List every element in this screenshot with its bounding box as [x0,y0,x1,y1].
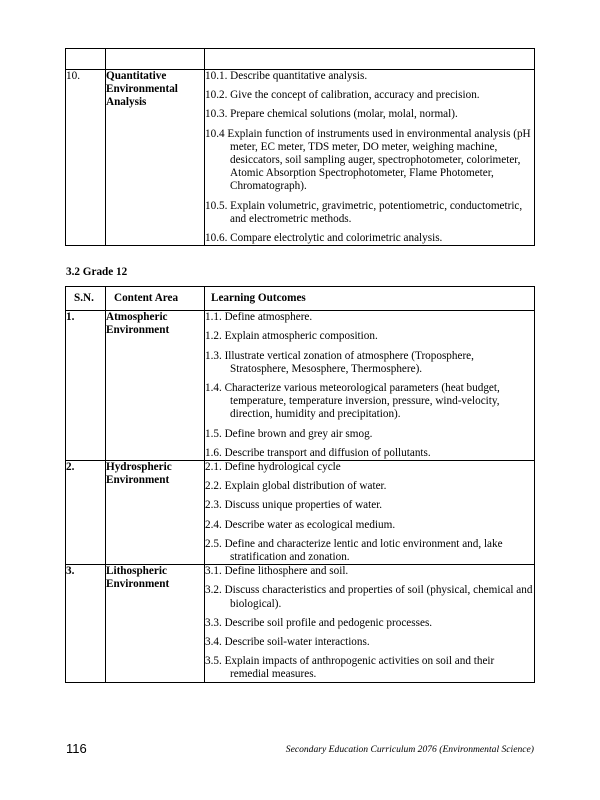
outcome-item: 2.1. Define hydrological cycle [205,461,341,474]
outcome-item: 1.3. Illustrate vertical zonation of atmosphere (Troposphere, Stratosphere, Mesosphere, Thermosphere). [205,349,474,375]
outcome-item: 1.6. Describe transport and diffusion of pollutants. [205,446,431,459]
header-sn: S.N. [66,287,106,311]
outcome-item: 2.2. Explain global distribution of water. [205,480,387,493]
outcome-item: 3.3. Describe soil profile and pedogenic processes. [205,616,433,629]
curriculum-table-continued [65,48,535,246]
outcome-item: 1.4. Characterize various meteorological parameters (heat budget, temperature, temperature inversion, pressure, wind-velocity, direction, humidity and precipitation). [205,382,500,421]
outcome-item: 2.3. Discuss unique properties of water. [205,499,383,512]
table-row [66,565,535,682]
outcome-item: 2.5. Define and characterize lentic and lotic environment and, lake stratification and zonation. [205,537,503,564]
outcome-item: 10.6. Compare electrolytic and colorimetric analysis. [205,232,443,245]
content-area-cell: Hydrospheric Environment [106,461,205,565]
outcome-item: 10.5. Explain volumetric, gravimetric, potentiometric, conductometric, and electrometric methods. [205,199,523,225]
empty-cell [106,49,205,70]
learning-outcomes-cell [205,70,535,246]
serial-number-cell: 3. [66,565,106,682]
outcome-item: 3.5. Explain impacts of anthropogenic activities on soil and their remedial measures. [205,655,495,681]
empty-cell [205,49,535,70]
table-row [66,311,535,461]
table-row [66,461,535,565]
outcome-item: 10.4 Explain function of instruments used in environmental analysis (pH meter, EC meter, TDS meter, DO meter, weighing machine, desiccators, soil sampling auger, spectrophotometer, colorimeter, Atomic Absorption Spectrophotometer, Flame Photometer, Chromatograph). [205,127,531,193]
outcome-item: 10.2. Give the concept of calibration, accuracy and precision. [205,89,480,102]
outcome-item: 1.2. Explain atmospheric composition. [205,330,378,343]
grade12-curriculum-table [65,286,535,683]
table-row [66,70,535,246]
learning-outcomes-cell [205,461,535,565]
outcome-item: 1.1. Define atmosphere. [205,311,313,324]
page-number: 116 [66,741,87,756]
serial-number-cell: 10. [66,70,106,246]
outcome-item: 1.5. Define brown and grey air smog. [205,427,373,440]
outcome-item: 2.4. Describe water as ecological medium. [205,518,396,531]
header-content-area: Content Area [106,287,205,311]
empty-cell [66,49,106,70]
content-area-cell: Atmospheric Environment [106,311,205,461]
section-heading: 3.2 Grade 12 [66,266,128,278]
outcome-item: 10.1. Describe quantitative analysis. [205,70,368,82]
outcome-item: 3.1. Define lithosphere and soil. [205,565,349,578]
content-area-cell: Lithospheric Environment [106,565,205,682]
learning-outcomes-cell [205,565,535,682]
serial-number-cell: 1. [66,311,106,461]
header-learning-outcomes: Learning Outcomes [205,287,535,311]
table-header-row [66,287,535,311]
content-area-cell: Quantitative Environmental Analysis [106,70,205,246]
learning-outcomes-cell [205,311,535,461]
footer-title: Secondary Education Curriculum 2076 (Environmental Science) [285,744,534,755]
outcome-item: 3.4. Describe soil-water interactions. [205,636,370,649]
serial-number-cell: 2. [66,461,106,565]
table-row-empty [66,49,535,70]
outcome-item: 10.3. Prepare chemical solutions (molar, molal, normal). [205,108,458,121]
outcome-item: 3.2. Discuss characteristics and properties of soil (physical, chemical and biological). [205,584,533,610]
